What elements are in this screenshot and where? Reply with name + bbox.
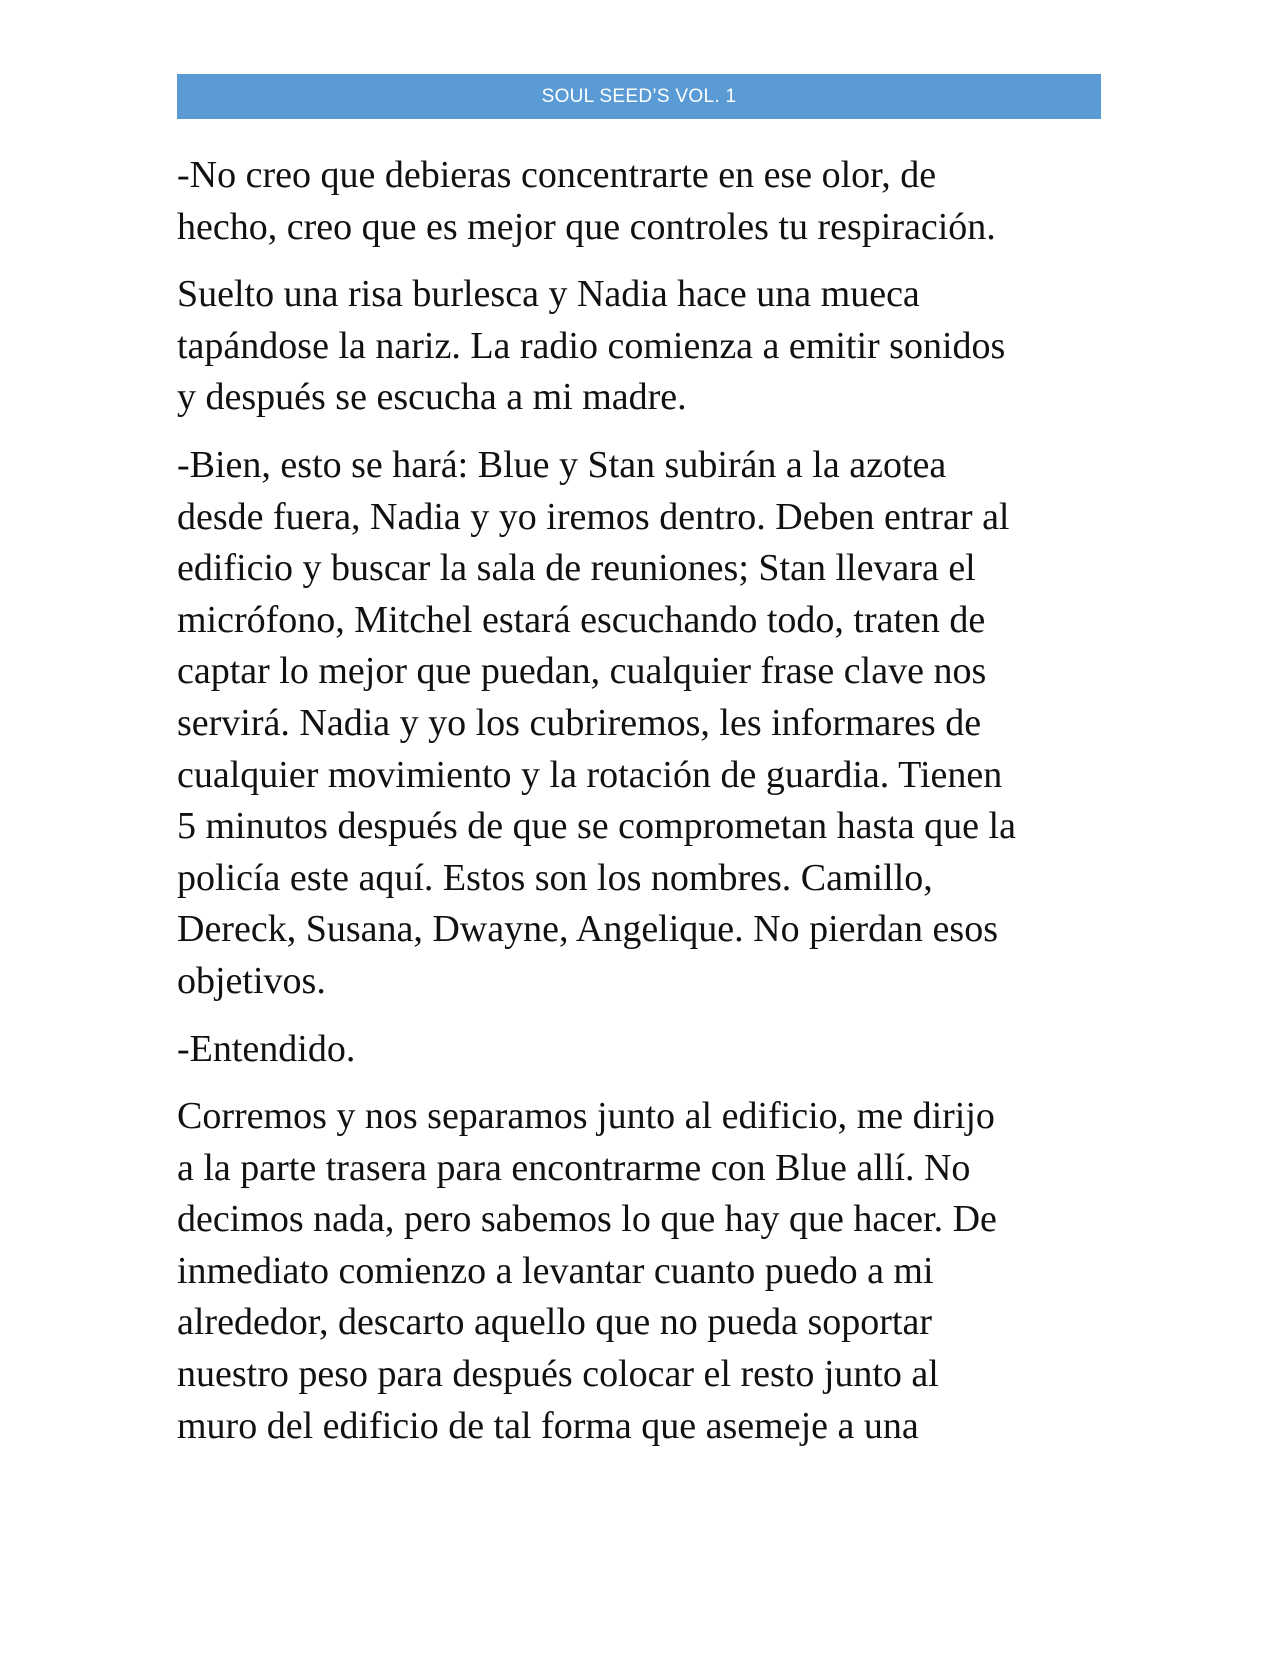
text-line: micrófono, Mitchel estará escuchando todo, traten de xyxy=(177,598,986,641)
text-line: a la parte trasera para encontrarme con Blue allí. No xyxy=(177,1146,971,1189)
text-line: inmediato comienzo a levantar cuanto puedo a mi xyxy=(177,1249,934,1292)
text-line: 5 minutos después de que se comprometan hasta que la xyxy=(177,805,1016,848)
paragraph xyxy=(177,440,1107,1008)
text-line: -Entendido. xyxy=(177,1027,356,1070)
text-line: desde fuera, Nadia y yo iremos dentro. Deben entrar al xyxy=(177,495,1010,538)
text-line: -No creo que debieras concentrarte en ese olor, de xyxy=(177,154,937,196)
text-line: servirá. Nadia y yo los cubriremos, les informares de xyxy=(177,701,982,744)
text-line: y después se escucha a mi madre. xyxy=(177,376,687,419)
header-title: SOUL SEED’S VOL. 1 xyxy=(541,85,737,107)
text-line: cualquier movimiento y la rotación de guardia. Tienen xyxy=(177,753,1003,796)
text-line: -Bien, esto se hará: Blue y Stan subirán a la azotea xyxy=(177,443,947,486)
text-line: Corremos y nos separamos junto al edificio, me dirijo xyxy=(177,1095,995,1138)
text-line: policía este aquí. Estos son los nombres. Camillo, xyxy=(177,856,933,899)
text-line: Suelto una risa burlesca y Nadia hace una mueca xyxy=(177,273,920,316)
body-text xyxy=(177,150,1107,1468)
text-line: tapándose la nariz. La radio comienza a emitir sonidos xyxy=(177,324,1006,367)
paragraph xyxy=(177,1024,1107,1076)
paragraph xyxy=(177,269,1107,424)
text-line: nuestro peso para después colocar el resto junto al xyxy=(177,1353,939,1396)
text-line: alrededor, descarto aquello que no pueda soportar xyxy=(177,1301,933,1344)
text-line: captar lo mejor que puedan, cualquier frase clave nos xyxy=(177,650,987,693)
text-line: decimos nada, pero sabemos lo que hay que hacer. De xyxy=(177,1198,997,1241)
text-line: Dereck, Susana, Dwayne, Angelique. No pierdan esos xyxy=(177,908,998,951)
text-line: muro del edificio de tal forma que asemeje a una xyxy=(177,1404,919,1447)
text-line: edificio y buscar la sala de reuniones; Stan llevara el xyxy=(177,547,976,590)
running-header xyxy=(177,74,1101,119)
text-line: hecho, creo que es mejor que controles tu respiración. xyxy=(177,205,996,248)
paragraph xyxy=(177,1091,1107,1452)
paragraph xyxy=(177,150,1107,253)
text-line: objetivos. xyxy=(177,959,326,1002)
